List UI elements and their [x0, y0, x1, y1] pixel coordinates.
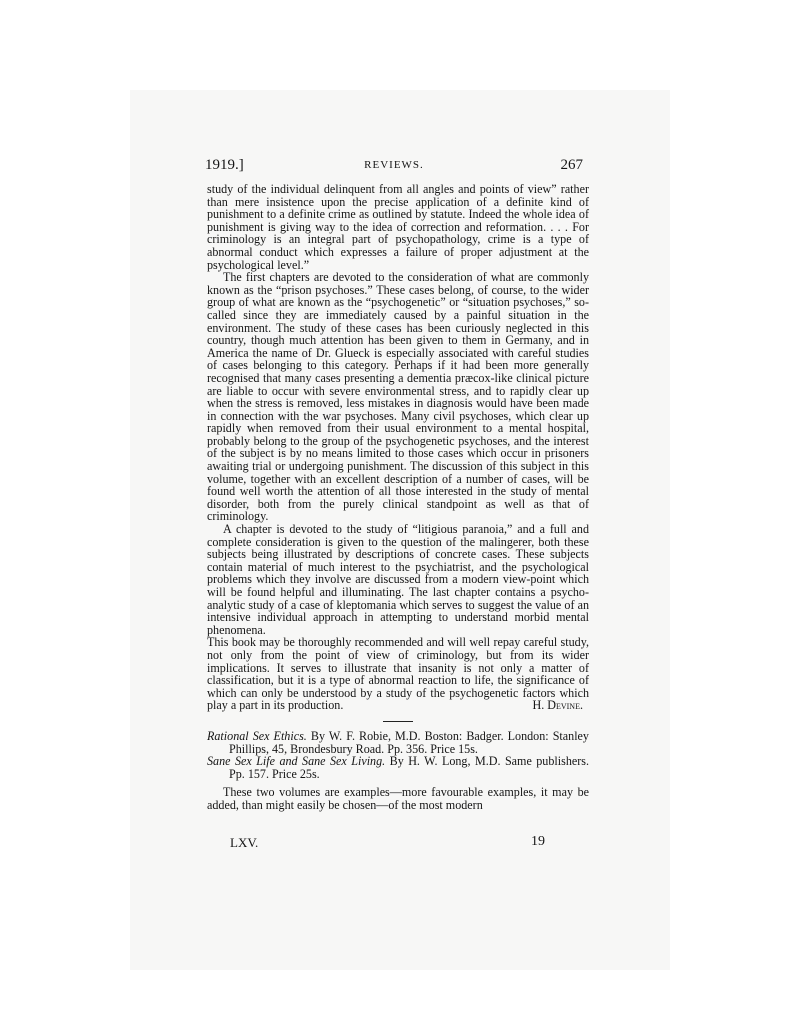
section-divider — [383, 721, 413, 722]
paragraph: A chapter is devoted to the study of “litigious paranoia,” and a full and complete consideration is given to the question of the malingerer, both these subjects being illustrated by descriptions of concrete cases. These subjects contain material of much interest to the psychiatrist, and the psychological problems which they involve are discussed from a modern view-point which will be found helpful and illuminating. The last chapter contains a psycho-analytic study of a case of kleptomania which serves to suggest the value of an intensive individual approach in attempting to understand morbid mental phenomena. — [207, 522, 589, 637]
review-signature: H. Devine. — [532, 698, 583, 713]
book-details: By H. W. Long, M.D. Same publishers. Pp. 157. Price 25s. — [229, 754, 589, 781]
book-title: Sane Sex Life and Sane Sex Living. — [207, 754, 386, 769]
paragraph: study of the individual delinquent from all angles and points of view” rather than mere insistence upon the precise application of a definite kind of punishment to a definite crime as outlined by statute. Indeed the whole idea of punishment is giving way to the idea of correction and reformation. . . . For criminology is an integral part of psychopathology, crime is a type of abnormal conduct which expresses a failure of proper adjustment at the psychological level.” — [207, 182, 589, 272]
closing-block — [207, 636, 589, 712]
paragraph: These two volumes are examples—more favourable examples, it may be added, than might easily be chosen—of the most modern — [207, 785, 589, 812]
running-title: REVIEWS. — [364, 159, 424, 171]
paragraph: The first chapters are devoted to the consideration of what are commonly known as the “prison psychoses.” These cases belong, of course, to the wider group of what are known as the “psychogenetic” or “situation psychoses,” so-called since they are immediately caused by a painful situation in the environment. The study of these cases has been curiously neglected in this country, though much attention has been given to them in Germany, and in America the name of Dr. Glueck is especially associated with careful studies of cases belonging to this category. Perhaps if it had been more generally recognised that many cases presenting a dementia præcox-like clinical picture are liable to occur with severe environmental stress, and to rapidly clear up when the stress is removed, less mistakes in diagnosis would have been made in connection with the war psychoses. Many civil psychoses, which clear up rapidly when removed from their usual environment to a mental hospital, probably belong to the group of the psychogenetic psychoses, and the interest of the subject is by no means limited to those cases which occur in prisoners awaiting trial or undergoing punishment. The discussion of this subject in this volume, together with an excellent description of a number of cases, will be found well worth the attention of all those interested in the study of mental disorder, both from the purely clinical standpoint as well as that of criminology. — [207, 270, 589, 524]
article-body — [207, 183, 589, 812]
book-citation — [207, 755, 589, 780]
signature-mark: 19 — [531, 834, 545, 849]
volume-number: LXV. — [230, 835, 259, 850]
page-header — [205, 157, 583, 177]
page-footer — [230, 835, 545, 853]
header-year: 1919.] — [205, 157, 244, 173]
paragraph: This book may be thoroughly recommended and will well repay careful study, not only from the point of view of criminology, but from its wider implications. It serves to illustrate that insanity is not only a matter of classification, but it is a type of abnormal reaction to life, the significance of which can only be understood by a study of the psychogenetic factors which play a part in its production. — [207, 635, 589, 713]
page-number: 267 — [560, 157, 583, 173]
book-citation — [207, 730, 589, 755]
book-details: By W. F. Robie, M.D. Boston: Badger. London: Stanley Phillips, 45, Brondesbury Road. Pp. 356. Price 15s. — [229, 728, 589, 756]
book-title: Rational Sex Ethics. — [207, 728, 307, 743]
